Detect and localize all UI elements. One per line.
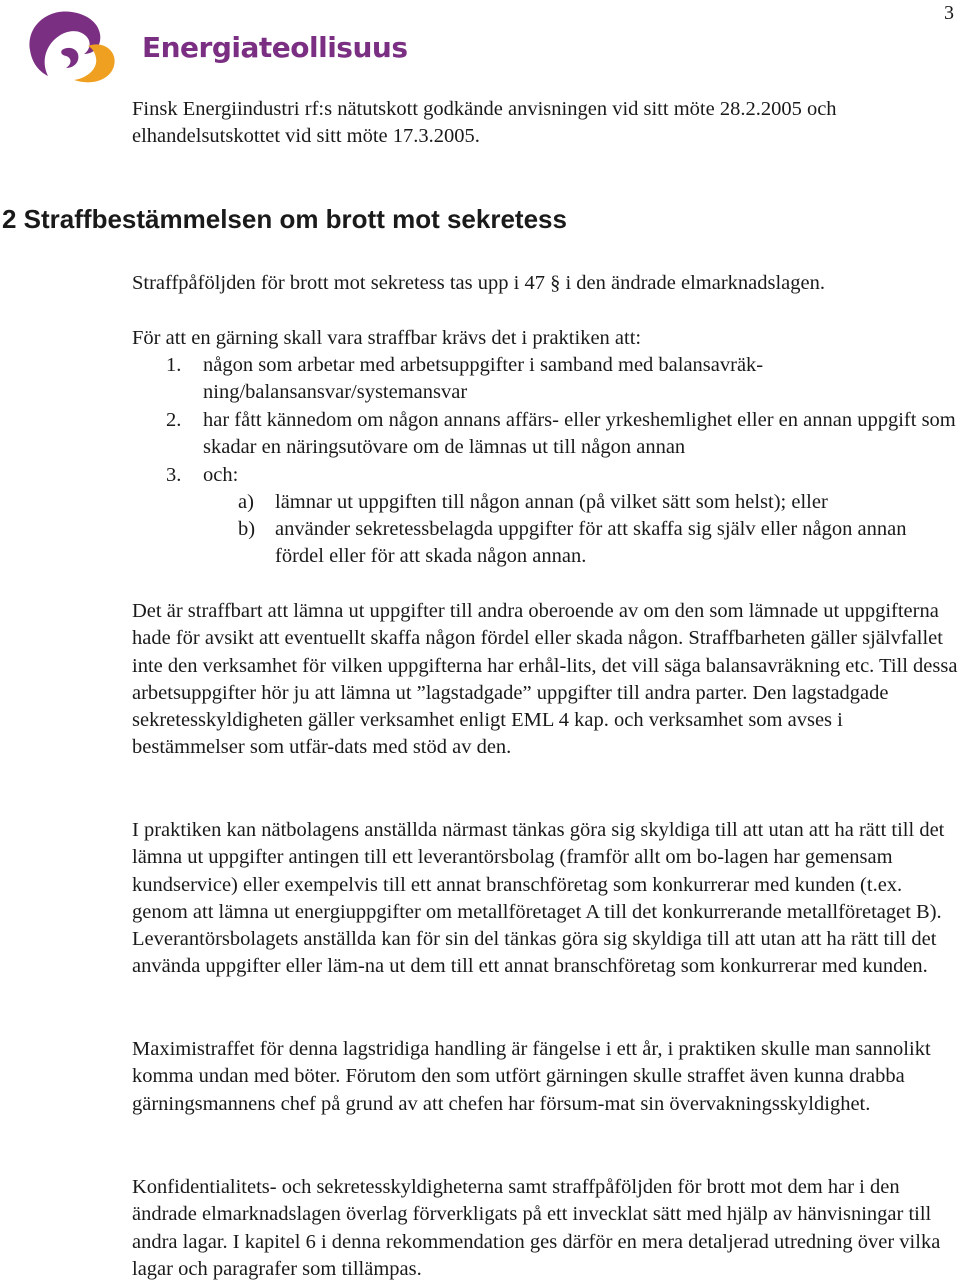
list-item-text: någon som arbetar med arbetsuppgifter i samband med balansavräk-ning/balansansvar/systemansvar: [203, 354, 764, 404]
body-paragraph: Det är straffbart att lämna ut uppgifter till andra oberoende av om den som lämnade ut uppgifterna hade för avsikt att eventuellt skaffa någon fördel eller skada någon. Straffbarheten gäller självfallet inte den verksamhet för vilken uppgifterna har erhål-lits, det vill säga balansavräkning etc. Till dessa arbetsuppgifter hör ju att lämna ut ”lagstadgade” uppgifter till andra parter. Den lagstadgade sekretesskyldigheten gäller verksamhet enligt EML 4 kap. och verksamhet som avses i bestämmelser som utfär-dats med stöd av den.: [132, 600, 958, 759]
list-item-number: 3.: [166, 464, 182, 486]
sub-list-item: [238, 516, 958, 571]
brand-name: Energiateollisuus: [142, 30, 408, 64]
list-item-number: 2.: [166, 409, 182, 431]
list-intro: För att en gärning skall vara straffbar krävs det i praktiken att:: [132, 327, 642, 349]
list-item-text: har fått kännedom om någon annans affärs- eller yrkeshemlighet eller en annan uppgift som skadar en näringsutövare om de lämnas ut till någon annan: [203, 409, 956, 459]
list-item-text: och:: [203, 464, 239, 486]
list-item: [166, 407, 958, 462]
sub-list-item: [238, 489, 958, 516]
logo: [22, 6, 408, 86]
list-item: [166, 462, 958, 489]
sub-list-item-text: använder sekretessbelagda uppgifter för att skaffa sig själv eller någon annan fördel eller för att skada någon annan.: [275, 518, 907, 568]
energiateollisuus-logo-icon: [22, 6, 120, 86]
body-paragraph: I praktiken kan nätbolagens anställda närmast tänkas göra sig skyldiga till att utan att ha rätt till det lämna ut uppgifter antingen till ett leverantörsbolag (framför allt om bo-lagen har gemensam kundservice) eller exempelvis till ett annat branschföretag som konkurrerar med kunden (t.ex. genom att lämna ut energiuppgifter om metallföretaget A till det konkurrerande metallföretaget B). Leverantörsbolagets anställda kan för sin del tänkas göra sig skyldiga till att utan att ha rätt till det använda uppgifter eller läm-na ut dem till ett annat branschföretag som konkurrerar med kunden.: [132, 819, 945, 978]
body-paragraph: Maximistraffet för denna lagstridiga handling är fängelse i ett år, i praktiken skulle man sannolikt komma undan med böter. Förutom den som utfört gärningen skulle straffet även kunna drabba gärningsmannens chef på grund av att chefen har försum-mat sin övervakningsskyldighet.: [132, 1038, 931, 1115]
sub-list-item-label: b): [238, 518, 256, 540]
sub-list-item-label: a): [238, 491, 254, 513]
body-paragraph: Konfidentialitets- och sekretesskyldigheterna samt straffpåföljden för brott mot dem har i den ändrade elmarknadslagen överlag förverkligats på ett invecklat sätt med hjälp av hänvisningar till andra lagar. I kapitel 6 i denna rekommendation ges därför en mera detaljerad utredning över vilka lagar och paragrafer som tillämpas.: [132, 1176, 941, 1280]
list-item: [166, 352, 958, 407]
page-number: 3: [944, 2, 954, 24]
list-item-number: 1.: [166, 354, 182, 376]
section-heading: 2 Straffbestämmelsen om brott mot sekretess: [2, 204, 567, 234]
lead-paragraph: Straffpåföljden för brott mot sekretess tas upp i 47 § i den ändrade elmarknadslagen.: [132, 272, 826, 294]
sub-list-item-text: lämnar ut uppgiften till någon annan (på vilket sätt som helst); eller: [275, 491, 828, 513]
intro-paragraph: Finsk Energiindustri rf:s nätutskott godkände anvisningen vid sitt möte 28.2.2005 och elhandelsutskottet vid sitt möte 17.3.2005.: [132, 98, 837, 148]
